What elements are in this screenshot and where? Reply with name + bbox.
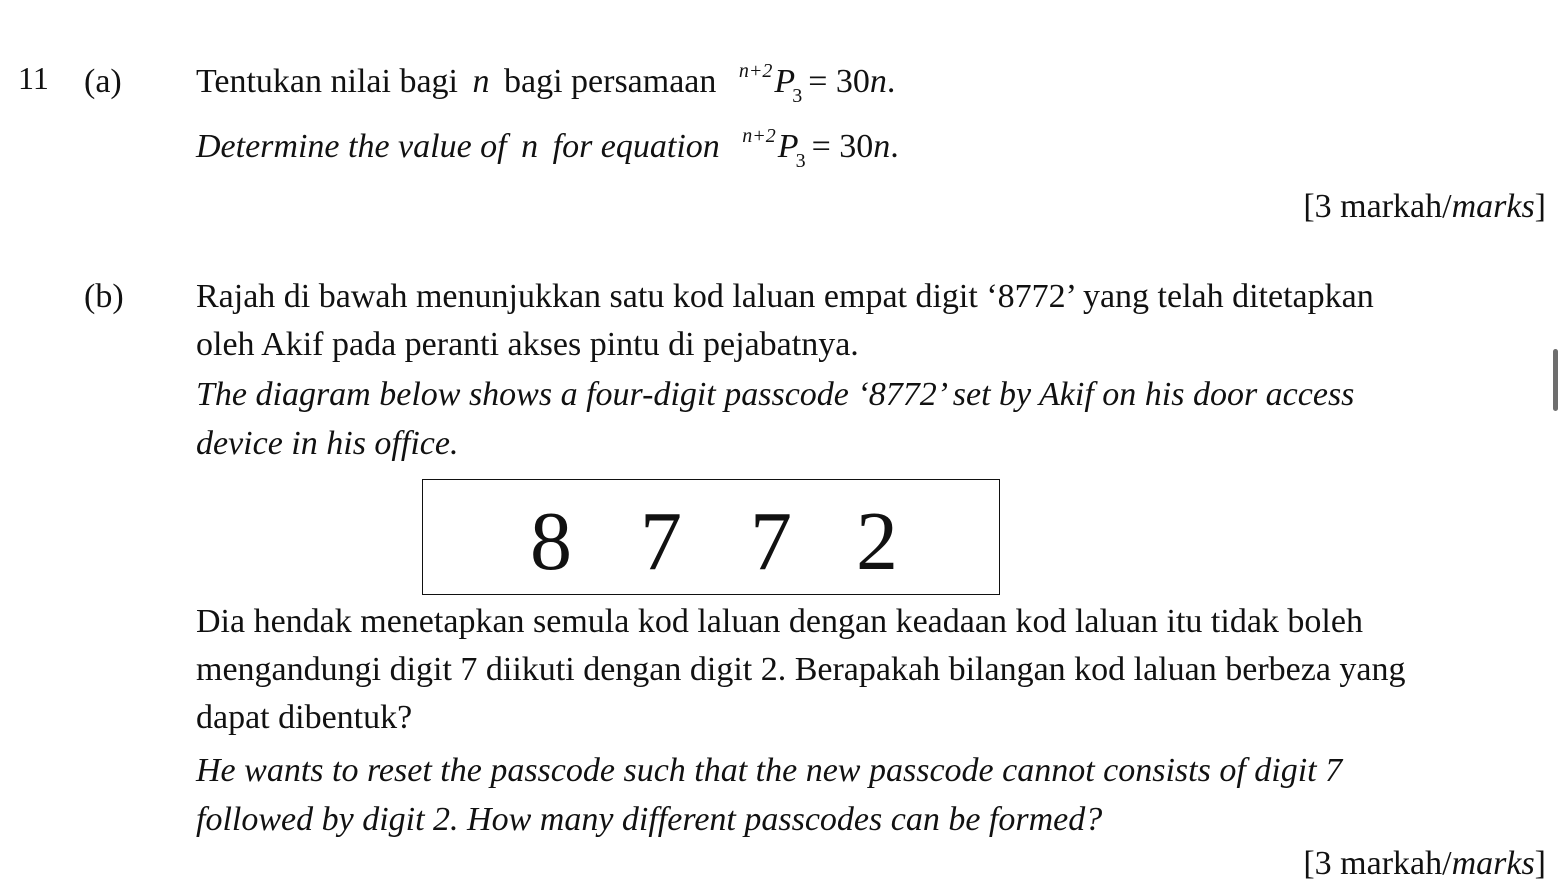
- permutation-equation: [738, 60, 896, 107]
- equation-symbol: P: [774, 63, 796, 100]
- part-a-malay-text: Tentukan nilai bagi: [196, 63, 458, 100]
- equation-rhs-var: n: [869, 63, 887, 100]
- equation-period: .: [886, 63, 896, 100]
- equation-superscript: n+2: [738, 60, 773, 82]
- passcode-digit-3: 7: [750, 495, 792, 588]
- equation-symbol: P: [777, 128, 799, 165]
- part-a-english-text2: for equation: [552, 128, 720, 165]
- part-b-english-question-line-2: followed by digit 2. How many different passcodes can be formed?: [196, 801, 1103, 838]
- marks-english: marks: [1451, 188, 1535, 225]
- equation-rhs-var: n: [873, 128, 891, 165]
- passcode-box: [422, 479, 1000, 595]
- equation-rhs: = 30: [808, 63, 870, 100]
- marks-close: ]: [1534, 845, 1546, 882]
- marks-english: marks: [1451, 845, 1535, 882]
- scrollbar-thumb[interactable]: [1553, 349, 1558, 411]
- part-b-english-line-2: device in his office.: [196, 425, 459, 462]
- part-b-malay-line-2: oleh Akif pada peranti akses pintu di pejabatnya.: [196, 326, 859, 363]
- part-a-english-line: [196, 127, 899, 171]
- equation-period: .: [890, 128, 899, 165]
- part-b-malay-question-line-2: mengandungi digit 7 diikuti dengan digit 2. Berapakah bilangan kod laluan berbeza yang: [196, 651, 1406, 688]
- passcode-digit-4: 2: [856, 495, 898, 588]
- equation-subscript: 3: [792, 85, 803, 107]
- part-b-malay-question-line-1: Dia hendak menetapkan semula kod laluan dengan keadaan kod laluan itu tidak boleh: [196, 603, 1363, 640]
- part-b-marks: [1303, 844, 1546, 884]
- part-b-malay-line-1: Rajah di bawah menunjukkan satu kod laluan empat digit ‘8772’ yang telah ditetapkan: [196, 278, 1374, 315]
- permutation-equation-english: [742, 125, 899, 172]
- part-a-english-text: Determine the value of: [196, 128, 507, 165]
- question-number: 11: [18, 60, 49, 96]
- marks-close: ]: [1534, 188, 1546, 225]
- equation-superscript: n+2: [742, 125, 776, 147]
- part-a-malay-var: n: [472, 63, 490, 100]
- marks-malay: [3 markah/: [1303, 845, 1452, 882]
- equation-rhs: = 30: [811, 128, 874, 165]
- equation-subscript: 3: [795, 150, 806, 172]
- part-b-english-question-line-1: He wants to reset the passcode such that the new passcode cannot consists of digit 7: [196, 752, 1343, 789]
- part-a-malay-text2: bagi persamaan: [504, 63, 717, 100]
- part-a-marks: [1303, 187, 1546, 227]
- passcode-digit-2: 7: [640, 495, 682, 588]
- part-b-label: (b): [84, 278, 124, 315]
- part-a-label: (a): [84, 63, 122, 100]
- part-b-english-line-1: The diagram below shows a four-digit passcode ‘8772’ set by Akif on his door access: [196, 376, 1355, 413]
- passcode-digit-1: 8: [530, 495, 572, 588]
- part-a-malay-line: [196, 62, 895, 106]
- part-a-english-var: n: [521, 128, 539, 165]
- part-b-malay-question-line-3: dapat dibentuk?: [196, 699, 413, 736]
- marks-malay: [3 markah/: [1303, 188, 1452, 225]
